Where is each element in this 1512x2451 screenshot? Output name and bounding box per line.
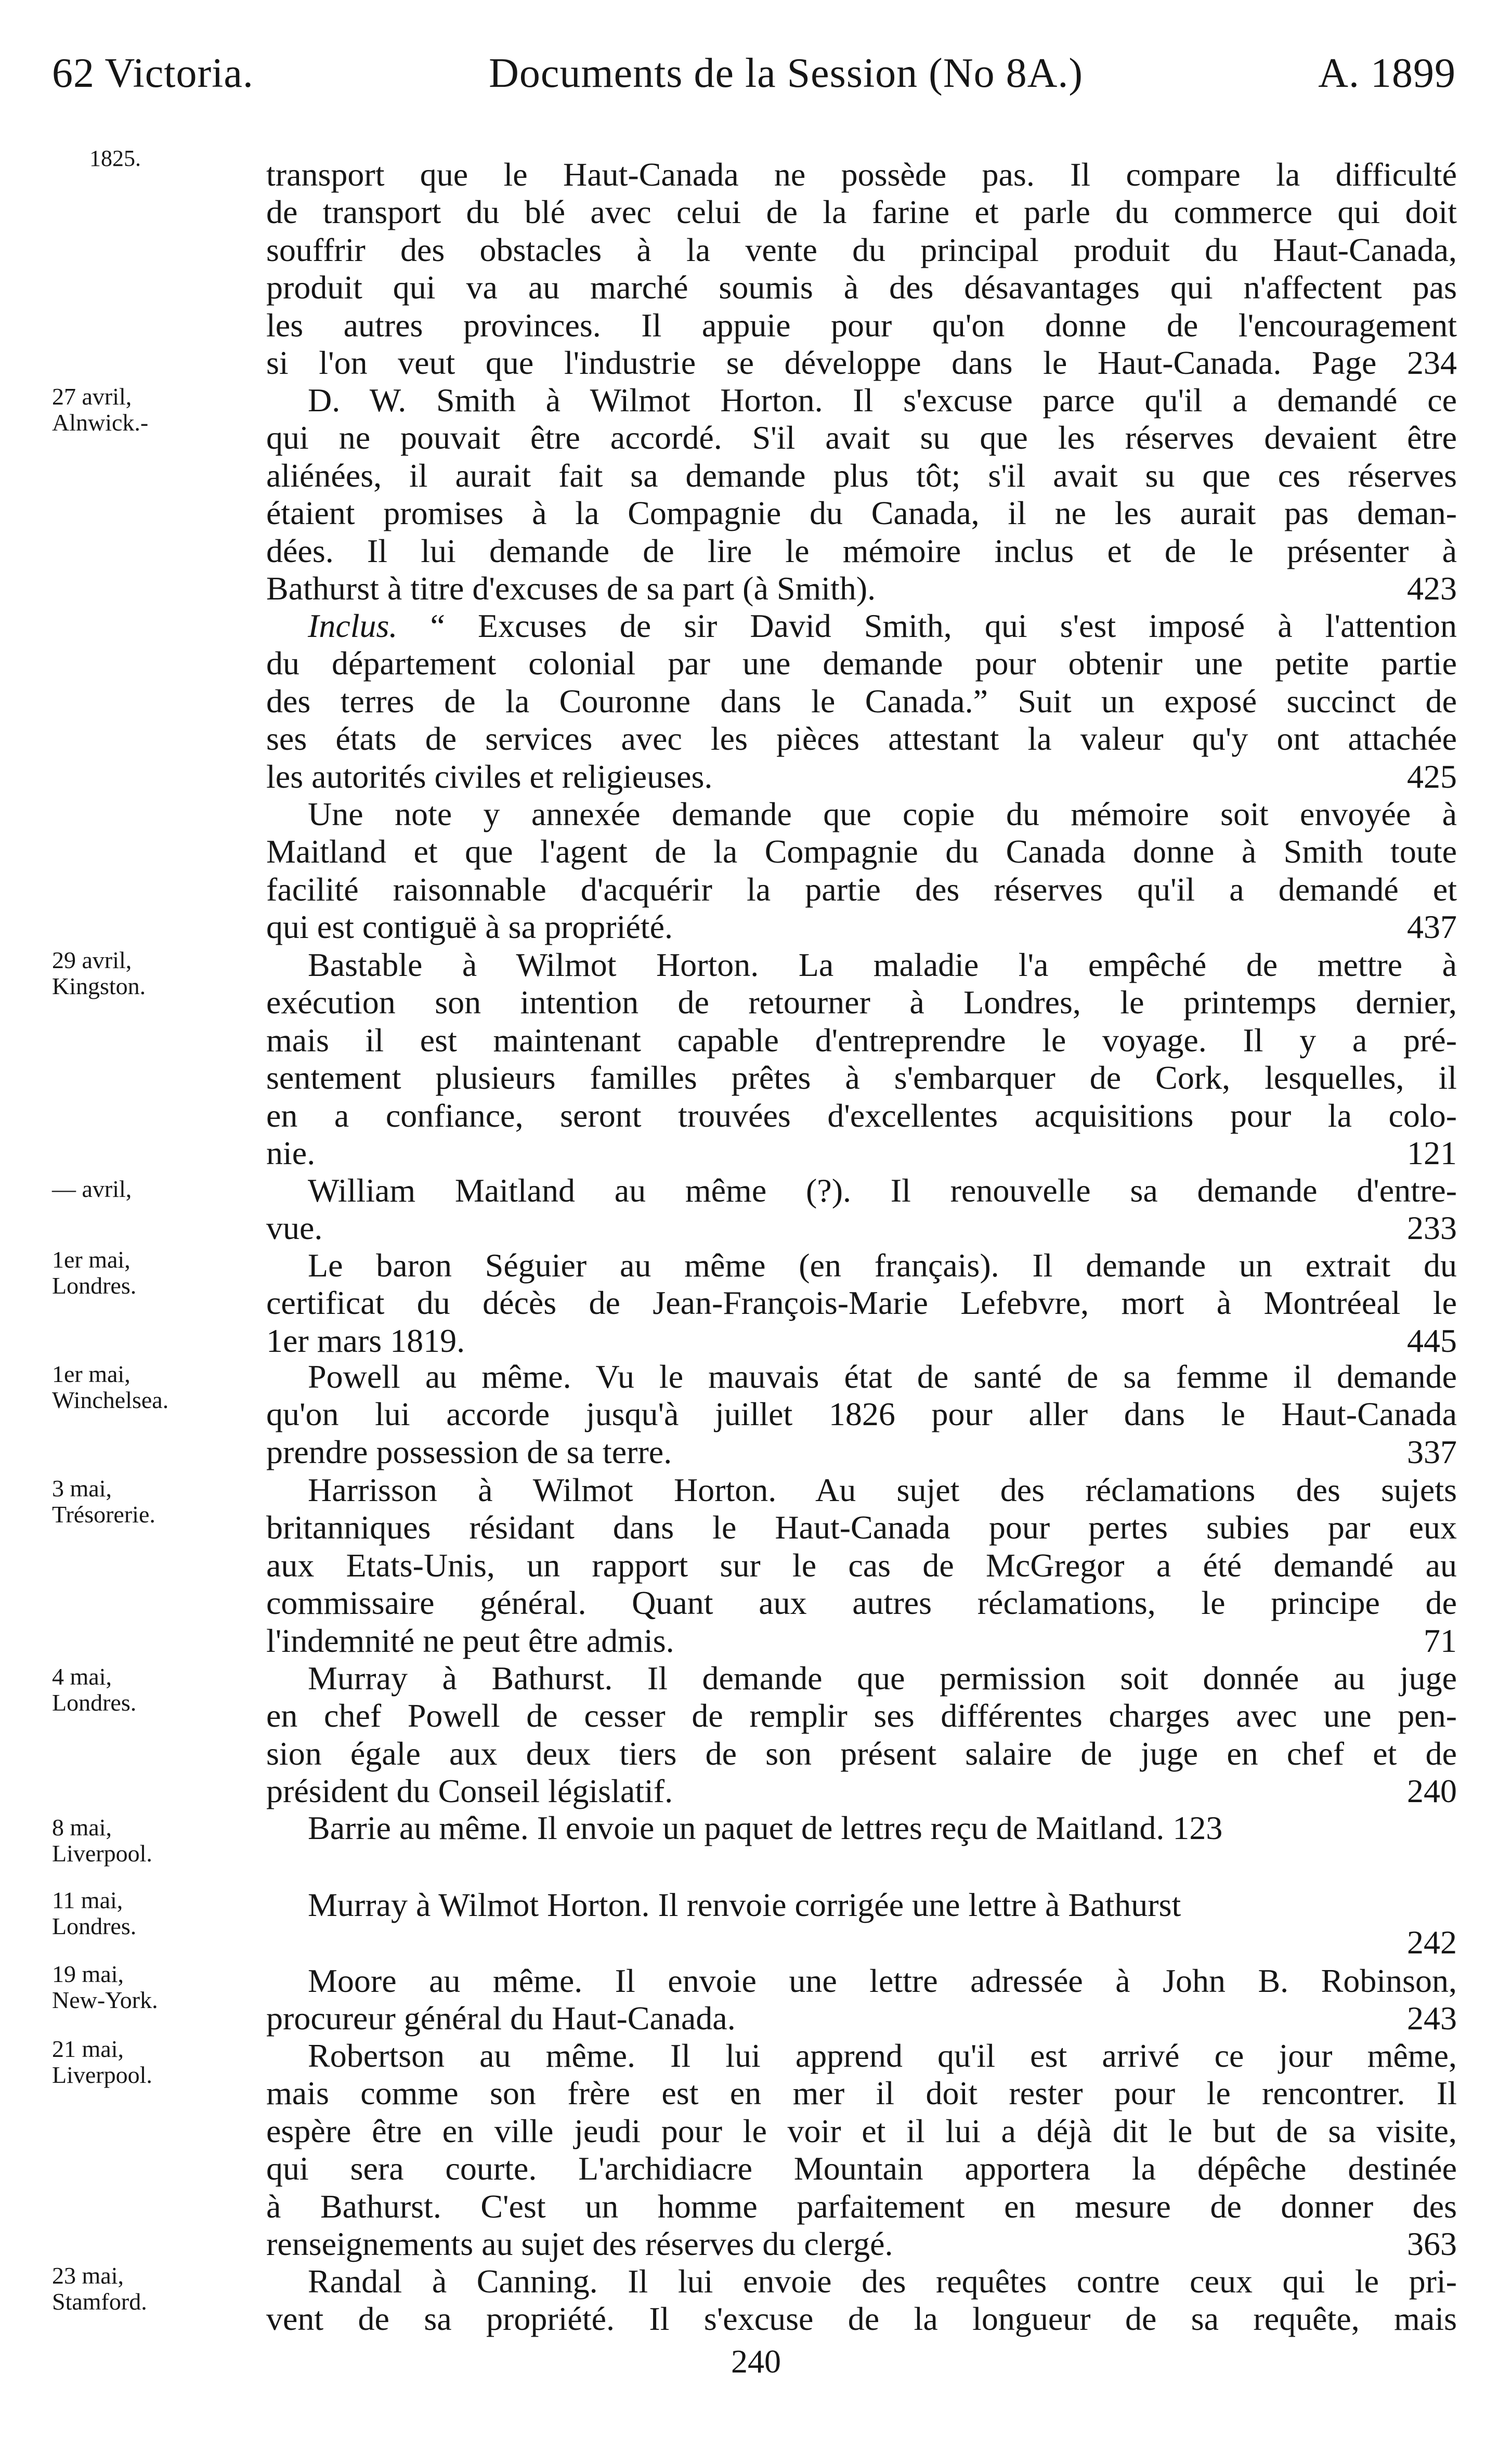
entry-line: Murray à Wilmot Horton. Il renvoie corrigée une lettre à Bathurst <box>308 1886 1181 1923</box>
entry-line: mais il est maintenant capable d'entreprendre le voyage. Il y a pré- <box>266 1021 1457 1059</box>
entry-12 <box>266 1962 1457 2038</box>
date-day: 21 mai, <box>52 2036 124 2062</box>
entry-date <box>52 1664 260 1716</box>
entry-line: ses états de services avec les pièces attestant la valeur qu'y ont attachée <box>266 720 1457 758</box>
entry-date <box>52 1961 260 2013</box>
entry-date <box>52 2036 260 2088</box>
entry-line: produit qui va au marché soumis à des désavantages qui n'affectent pas <box>266 269 1457 306</box>
entry-8 <box>266 1471 1457 1660</box>
inclus-label: Inclus. <box>308 607 398 644</box>
date-day: 3 mai, <box>52 1475 112 1502</box>
entry-line: britanniques résidant dans le Haut-Canada pour pertes subies par eux <box>266 1509 1457 1546</box>
entry-date <box>52 1887 260 1939</box>
entry-line-text: qui est contiguë à sa propriété. <box>266 908 673 946</box>
entry-line-last <box>266 1322 1457 1360</box>
page-ref: 425 <box>1407 758 1457 795</box>
entry-line: de transport du blé avec celui de la farine et parle du commerce qui doit <box>266 193 1457 231</box>
date-day: 4 mai, <box>52 1663 112 1690</box>
page-ref: 121 <box>1407 1134 1457 1171</box>
entry-line: les autres provinces. Il appuie pour qu'on donne de l'encouragement <box>266 306 1457 344</box>
date-place: Alnwick.- <box>52 409 149 436</box>
entry-line: en chef Powell de cesser de remplir ses différentes charges avec une pen- <box>266 1697 1457 1735</box>
entry-10 <box>266 1809 1457 1847</box>
entry-line: certificat du décès de Jean-François-Marie Lefebvre, mort à Montréeal le <box>266 1284 1457 1322</box>
entry-6 <box>266 1247 1457 1360</box>
entry-line: Powell au même. Vu le mauvais état de santé de sa femme il demande <box>308 1358 1457 1395</box>
margin-year <box>52 146 260 172</box>
entry-line-last <box>266 1433 1457 1471</box>
page-ref: 363 <box>1407 2225 1457 2262</box>
entry-3 <box>266 796 1457 946</box>
date-day: 1er mai, <box>52 1361 131 1387</box>
entry-line: exécution son intention de retourner à Londres, le printemps dernier, <box>266 984 1457 1021</box>
entry-line-text: “ Excuses de sir David Smith, qui s'est imposé à l'attention <box>397 607 1457 644</box>
date-day: 19 mai, <box>52 1961 124 1987</box>
entry-line-text: nie. <box>266 1134 316 1171</box>
entry-line-text: 1er mars 1819. <box>266 1322 465 1359</box>
entry-line-text: Bathurst à titre d'excuses de sa part (à Smith). <box>266 569 876 607</box>
page-ref: 423 <box>1407 569 1457 607</box>
entry-date <box>52 1476 260 1528</box>
entry-line-text: l'indemnité ne peut être admis. <box>266 1622 674 1659</box>
margin-year-text: 1825. <box>89 146 141 171</box>
entry-line: William Maitland au même (?). Il renouvelle sa demande d'entre- <box>308 1172 1457 1209</box>
date-place: Kingston. <box>52 973 146 999</box>
entry-line: sentement plusieurs familles prêtes à s'embarquer de Cork, lesquelles, il <box>266 1059 1457 1097</box>
page-ref: 337 <box>1407 1433 1457 1470</box>
page-ref: 240 <box>1407 1772 1457 1810</box>
entry-line: Randal à Canning. Il lui envoie des requêtes contre ceux qui le pri- <box>308 2263 1457 2300</box>
entry-line: vent de sa propriété. Il s'excuse de la longueur de sa requête, mais <box>266 2300 1457 2338</box>
date-place: Winchelsea. <box>52 1387 169 1413</box>
entry-line-text: les autorités civiles et religieuses. <box>266 758 713 795</box>
date-place: Liverpool. <box>52 1840 152 1867</box>
date-place: Londres. <box>52 1913 137 1939</box>
entry-line-last <box>266 2225 1457 2263</box>
date-day: 23 mai, <box>52 2262 124 2289</box>
page-number: 240 <box>731 2343 781 2380</box>
entry-line-last <box>266 2000 1457 2037</box>
entry-9 <box>266 1660 1457 1810</box>
entry-line: Une note y annexée demande que copie du mémoire soit envoyée à <box>308 796 1457 832</box>
entry-line-text: président du Conseil législatif. <box>266 1772 673 1810</box>
entry-line: aux Etats-Unis, un rapport sur le cas de McGregor a été demandé au <box>266 1546 1457 1584</box>
entry-line-last <box>266 1135 1457 1172</box>
header-left: 62 Victoria. <box>52 50 254 96</box>
entry-line-text: vue. <box>266 1209 323 1247</box>
entry-line-text: renseignements au sujet des réserves du clergé. <box>266 2225 893 2262</box>
date-day: 11 mai, <box>52 1887 123 1913</box>
date-day: 29 avril, <box>52 947 132 973</box>
date-day: 1er mai, <box>52 1246 131 1273</box>
page-ref: 233 <box>1407 1209 1457 1247</box>
entry-line: en a confiance, seront trouvées d'excellentes acquisitions pour la colo- <box>266 1097 1457 1134</box>
entry-0 <box>266 156 1457 382</box>
date-place: Stamford. <box>52 2288 147 2315</box>
entry-line: dées. Il lui demande de lire le mémoire inclus et de le présenter à <box>266 532 1457 569</box>
entry-4 <box>266 946 1457 1172</box>
entry-line: qui sera courte. L'archidiacre Mountain apportera la dépêche destinée <box>266 2150 1457 2187</box>
entry-line: si l'on veut que l'industrie se développe dans le Haut-Canada. Page 234 <box>266 344 1457 381</box>
entry-date <box>52 1361 260 1413</box>
entry-line: qui ne pouvait être accordé. S'il avait su que les réserves devaient être <box>266 419 1457 457</box>
entry-line: Murray à Bathurst. Il demande que permission soit donnée au juge <box>308 1660 1457 1697</box>
page-ref: 243 <box>1407 2000 1457 2037</box>
entry-line-last <box>266 570 1457 607</box>
entry-7 <box>266 1358 1457 1471</box>
entry-line: Maitland et que l'agent de la Compagnie du Canada donne à Smith toute <box>266 833 1457 870</box>
entry-line: Robertson au même. Il lui apprend qu'il est arrivé ce jour même, <box>308 2037 1457 2074</box>
entry-line: facilité raisonnable d'acquérir la partie des réserves qu'il a demandé et <box>266 870 1457 908</box>
page-ref: 71 <box>1424 1622 1457 1659</box>
entry-line: espère être en ville jeudi pour le voir et il lui a déjà dit le but de sa visite, <box>266 2112 1457 2149</box>
entry-line: commissaire général. Quant aux autres réclamations, le principe de <box>266 1584 1457 1622</box>
entry-line: souffrir des obstacles à la vente du principal produit du Haut-Canada, <box>266 231 1457 268</box>
running-header <box>52 50 1456 107</box>
entry-line-last <box>266 1772 1457 1810</box>
entry-date <box>52 1815 260 1867</box>
entry-line: D. W. Smith à Wilmot Horton. Il s'excuse parce qu'il a demandé ce <box>308 382 1457 419</box>
entry-date <box>52 2263 260 2315</box>
entry-line: à Bathurst. C'est un homme parfaitement en mesure de donner des <box>266 2187 1457 2225</box>
entry-line-last <box>266 758 1457 796</box>
page-ref: 437 <box>1407 908 1457 946</box>
entry-line: sion égale aux deux tiers de son présent salaire de juge en chef et de <box>266 1735 1457 1772</box>
entry-line: mais comme son frère est en mer il doit rester pour le rencontrer. Il <box>266 2075 1457 2112</box>
entry-line: aliénées, il aurait fait sa demande plus tôt; s'il avait su que ces réserves <box>266 457 1457 494</box>
entry-line: Barrie au même. Il envoie un paquet de lettres reçu de Maitland. 123 <box>308 1809 1223 1846</box>
entry-line: Bastable à Wilmot Horton. La maladie l'a empêché de mettre à <box>308 946 1457 983</box>
entry-date <box>52 384 260 436</box>
page-ref: 445 <box>1407 1322 1457 1359</box>
entry-line-text: prendre possession de sa terre. <box>266 1433 672 1470</box>
entry-line: Moore au même. Il envoie une lettre adressée à John B. Robinson, <box>308 1962 1457 1999</box>
entry-14 <box>266 2263 1457 2338</box>
entry-line: des terres de la Couronne dans le Canada.” Suit un exposé succinct de <box>266 682 1457 720</box>
entry-line-last <box>266 1622 1457 1660</box>
entry-line: Le baron Séguier au même (en français). Il demande un extrait du <box>308 1247 1457 1284</box>
date-place: Trésorerie. <box>52 1501 155 1528</box>
entry-1 <box>266 382 1457 607</box>
date-place: New-York. <box>52 1987 158 2013</box>
date-place: Liverpool. <box>52 2062 152 2088</box>
header-right: A. 1899 <box>1318 50 1456 96</box>
entry-date <box>52 1176 260 1202</box>
entry-13 <box>266 2037 1457 2263</box>
entry-line: Harrisson à Wilmot Horton. Au sujet des réclamations des sujets <box>308 1471 1457 1508</box>
entry-line: qu'on lui accorde jusqu'à juillet 1826 pour aller dans le Haut-Canada <box>266 1396 1457 1433</box>
entry-2 <box>266 607 1457 796</box>
entry-date <box>52 947 260 999</box>
entry-line: du département colonial par une demande pour obtenir une petite partie <box>266 645 1457 682</box>
entry-line-text: procureur général du Haut-Canada. <box>266 2000 736 2037</box>
entry-line: transport que le Haut-Canada ne possède pas. Il compare la difficulté <box>266 156 1457 193</box>
entry-5 <box>266 1172 1457 1247</box>
entry-line-last <box>266 1924 1457 1961</box>
header-center: Documents de la Session (No 8A.) <box>489 50 1083 96</box>
date-place: Londres. <box>52 1272 137 1299</box>
page-ref: 242 <box>1407 1924 1457 1961</box>
entry-line <box>266 607 1457 645</box>
entry-line-last <box>266 908 1457 946</box>
date-day: 8 mai, <box>52 1814 112 1841</box>
entry-line-last <box>266 1209 1457 1247</box>
entry-line: étaient promises à la Compagnie du Canada, il ne les aurait pas deman- <box>266 494 1457 532</box>
date-place: Londres. <box>52 1689 137 1716</box>
entry-date <box>52 1247 260 1299</box>
date-day: 27 avril, <box>52 383 132 410</box>
date-day: — avril, <box>52 1176 132 1202</box>
entry-11 <box>266 1886 1457 1962</box>
